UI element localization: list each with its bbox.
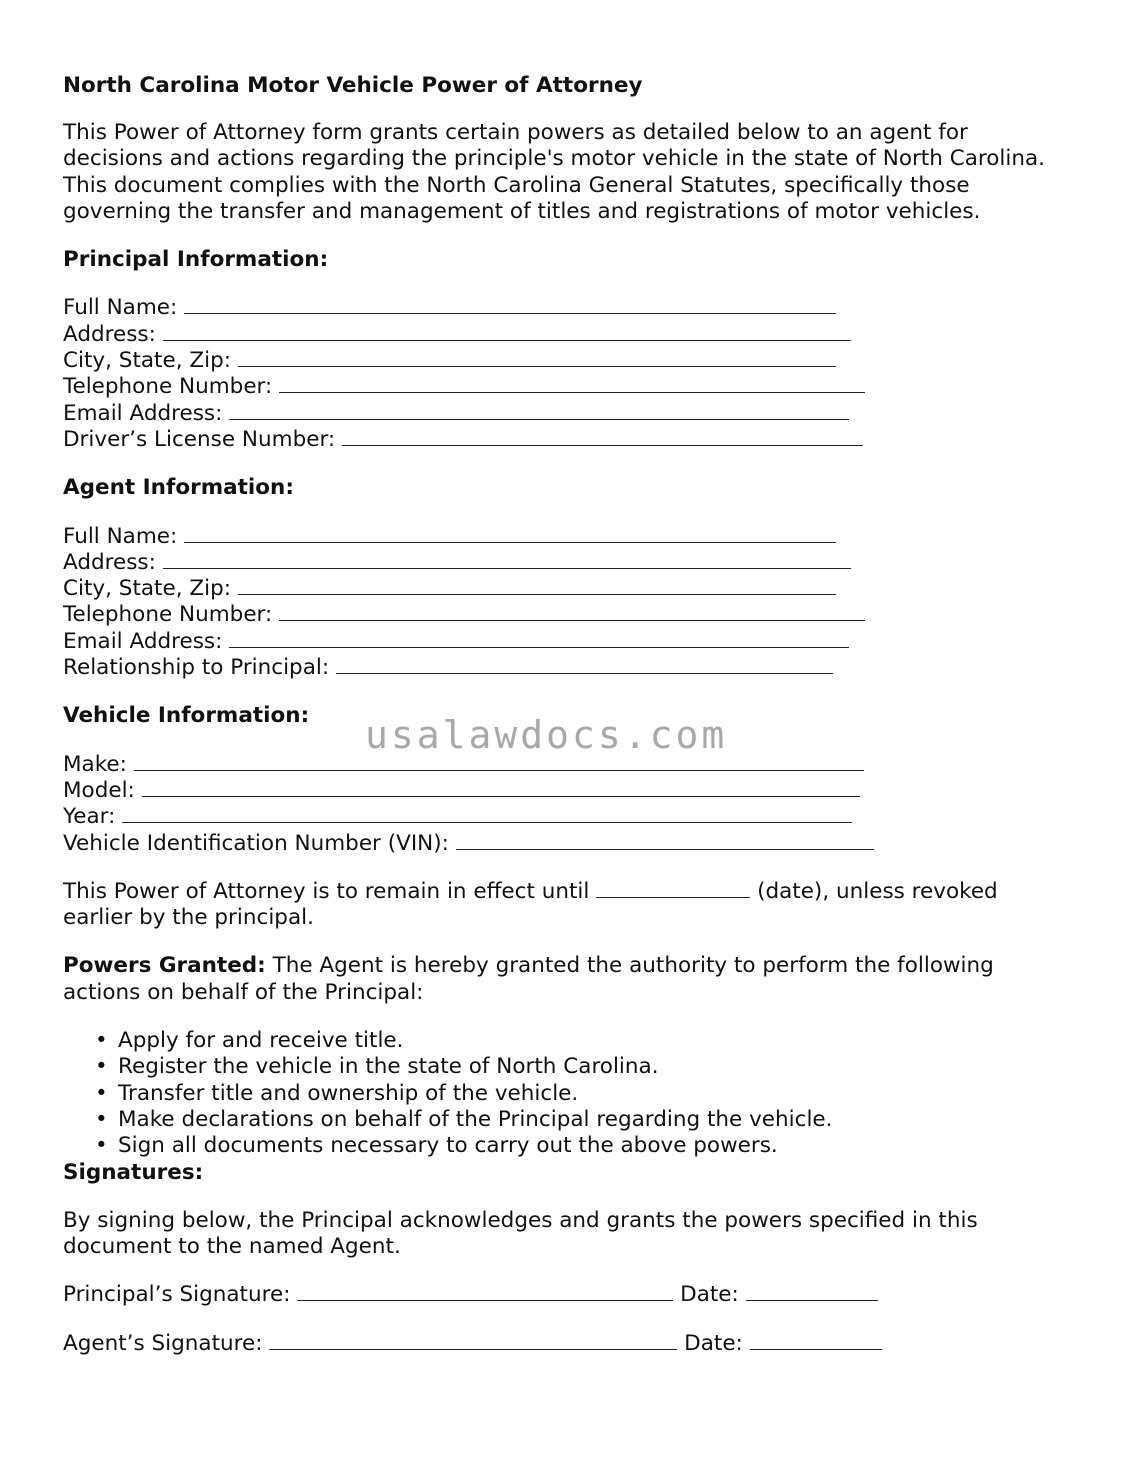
field-label: Driver’s License Number:: [63, 426, 336, 452]
field-label: Email Address:: [63, 628, 223, 654]
vehicle-fields: [63, 752, 1093, 857]
field-label: Full Name:: [63, 523, 178, 549]
principal-address-line[interactable]: [163, 322, 851, 341]
effect-date-line[interactable]: [596, 879, 750, 898]
field-label: Agent’s Signature:: [63, 1330, 263, 1356]
field-label: Telephone Number:: [63, 374, 273, 400]
intro-line: This Power of Attorney form grants certain powers as detailed below to an agent for: [63, 120, 968, 145]
document-title: North Carolina Motor Vehicle Power of Attorney: [63, 73, 643, 98]
powers-paragraph: [63, 953, 1093, 1006]
agent-phone-line[interactable]: [279, 602, 865, 621]
list-item: • Transfer title and ownership of the vehicle.: [118, 1081, 1093, 1107]
field-label: Email Address:: [63, 400, 223, 426]
principal-license-row: [63, 427, 1093, 453]
list-item: • Make declarations on behalf of the Principal regarding the vehicle.: [118, 1107, 1093, 1133]
vehicle-year-line[interactable]: [122, 804, 852, 823]
watermark: usalawdocs.com: [365, 713, 728, 757]
powers-line: [63, 953, 1093, 979]
agent-address-line[interactable]: [163, 550, 851, 569]
vehicle-vin-line[interactable]: [456, 831, 874, 850]
intro-line: decisions and actions regarding the principle's motor vehicle in the state of North Carolina.: [63, 146, 1045, 172]
principal-email-row: [63, 401, 1093, 427]
agent-heading: Agent Information:: [63, 475, 294, 501]
effect-line: [63, 879, 1093, 905]
principal-city-line[interactable]: [238, 348, 836, 367]
agent-city-row: [63, 576, 1093, 602]
signatures-line: By signing below, the Principal acknowledges and grants the powers specified in this: [63, 1207, 978, 1233]
field-label: City, State, Zip:: [63, 576, 231, 602]
agent-date-line[interactable]: [750, 1331, 882, 1350]
intro-paragraph: [63, 120, 1093, 225]
vehicle-model-row: [63, 778, 1093, 804]
signatures-heading: Signatures:: [63, 1159, 204, 1185]
intro-line: This document complies with the North Carolina General Statutes, specifically those: [63, 172, 970, 198]
agent-email-row: [63, 629, 1093, 655]
date-label: Date:: [684, 1330, 743, 1356]
vehicle-model-line[interactable]: [142, 778, 860, 797]
agent-address-row: [63, 550, 1093, 576]
field-label: Model:: [63, 777, 135, 803]
agent-city-line[interactable]: [238, 576, 836, 595]
field-label: Principal’s Signature:: [63, 1282, 291, 1308]
principal-signature-row: [63, 1282, 1093, 1308]
agent-signature-row: [63, 1331, 1093, 1357]
agent-signature-line[interactable]: [269, 1331, 677, 1350]
principal-date-line[interactable]: [746, 1282, 878, 1301]
agent-email-line[interactable]: [229, 629, 849, 648]
list-item: • Sign all documents necessary to carry out the above powers.: [118, 1133, 1093, 1159]
principal-city-row: [63, 348, 1093, 374]
principal-signature-line[interactable]: [297, 1282, 673, 1301]
vehicle-heading: Vehicle Information:: [63, 703, 310, 729]
effect-paragraph: [63, 879, 1093, 932]
field-label: Vehicle Identification Number (VIN):: [63, 830, 449, 856]
agent-relationship-line[interactable]: [336, 655, 833, 674]
agent-full-name-line[interactable]: [184, 524, 836, 543]
principal-license-line[interactable]: [342, 427, 863, 446]
field-label: City, State, Zip:: [63, 348, 231, 374]
effect-line: earlier by the principal.: [63, 905, 314, 931]
effect-text: (date), unless revoked: [757, 878, 998, 904]
principal-full-name-line[interactable]: [184, 295, 836, 314]
principal-heading: Principal Information:: [63, 247, 329, 273]
principal-address-row: [63, 322, 1093, 348]
field-label: Year:: [63, 804, 116, 830]
field-label: Make:: [63, 751, 127, 777]
agent-fields: [63, 524, 1093, 682]
powers-text: The Agent is hereby granted the authority to perform the following: [265, 953, 994, 979]
agent-phone-row: [63, 602, 1093, 628]
field-label: Address:: [63, 321, 156, 347]
list-item: • Register the vehicle in the state of North Carolina.: [118, 1054, 1093, 1080]
field-label: Telephone Number:: [63, 602, 273, 628]
effect-text: This Power of Attorney is to remain in effect until: [63, 878, 590, 904]
principal-full-name-row: [63, 295, 1093, 321]
signatures-paragraph: [63, 1208, 1093, 1261]
signatures-line: document to the named Agent.: [63, 1234, 401, 1260]
field-label: Full Name:: [63, 295, 178, 321]
list-item: • Apply for and receive title.: [118, 1028, 1093, 1054]
principal-phone-line[interactable]: [279, 374, 865, 393]
agent-relationship-row: [63, 655, 1093, 681]
powers-heading: Powers Granted:: [63, 953, 266, 979]
principal-fields: [63, 295, 1093, 453]
principal-email-line[interactable]: [229, 401, 849, 420]
powers-list: [63, 1028, 1093, 1159]
powers-line: actions on behalf of the Principal:: [63, 979, 424, 1005]
principal-phone-row: [63, 374, 1093, 400]
vehicle-vin-row: [63, 831, 1093, 857]
agent-full-name-row: [63, 524, 1093, 550]
vehicle-year-row: [63, 804, 1093, 830]
intro-line: governing the transfer and management of titles and registrations of motor vehicles.: [63, 198, 981, 224]
field-label: Relationship to Principal:: [63, 655, 330, 681]
field-label: Address:: [63, 549, 156, 575]
date-label: Date:: [680, 1282, 739, 1308]
